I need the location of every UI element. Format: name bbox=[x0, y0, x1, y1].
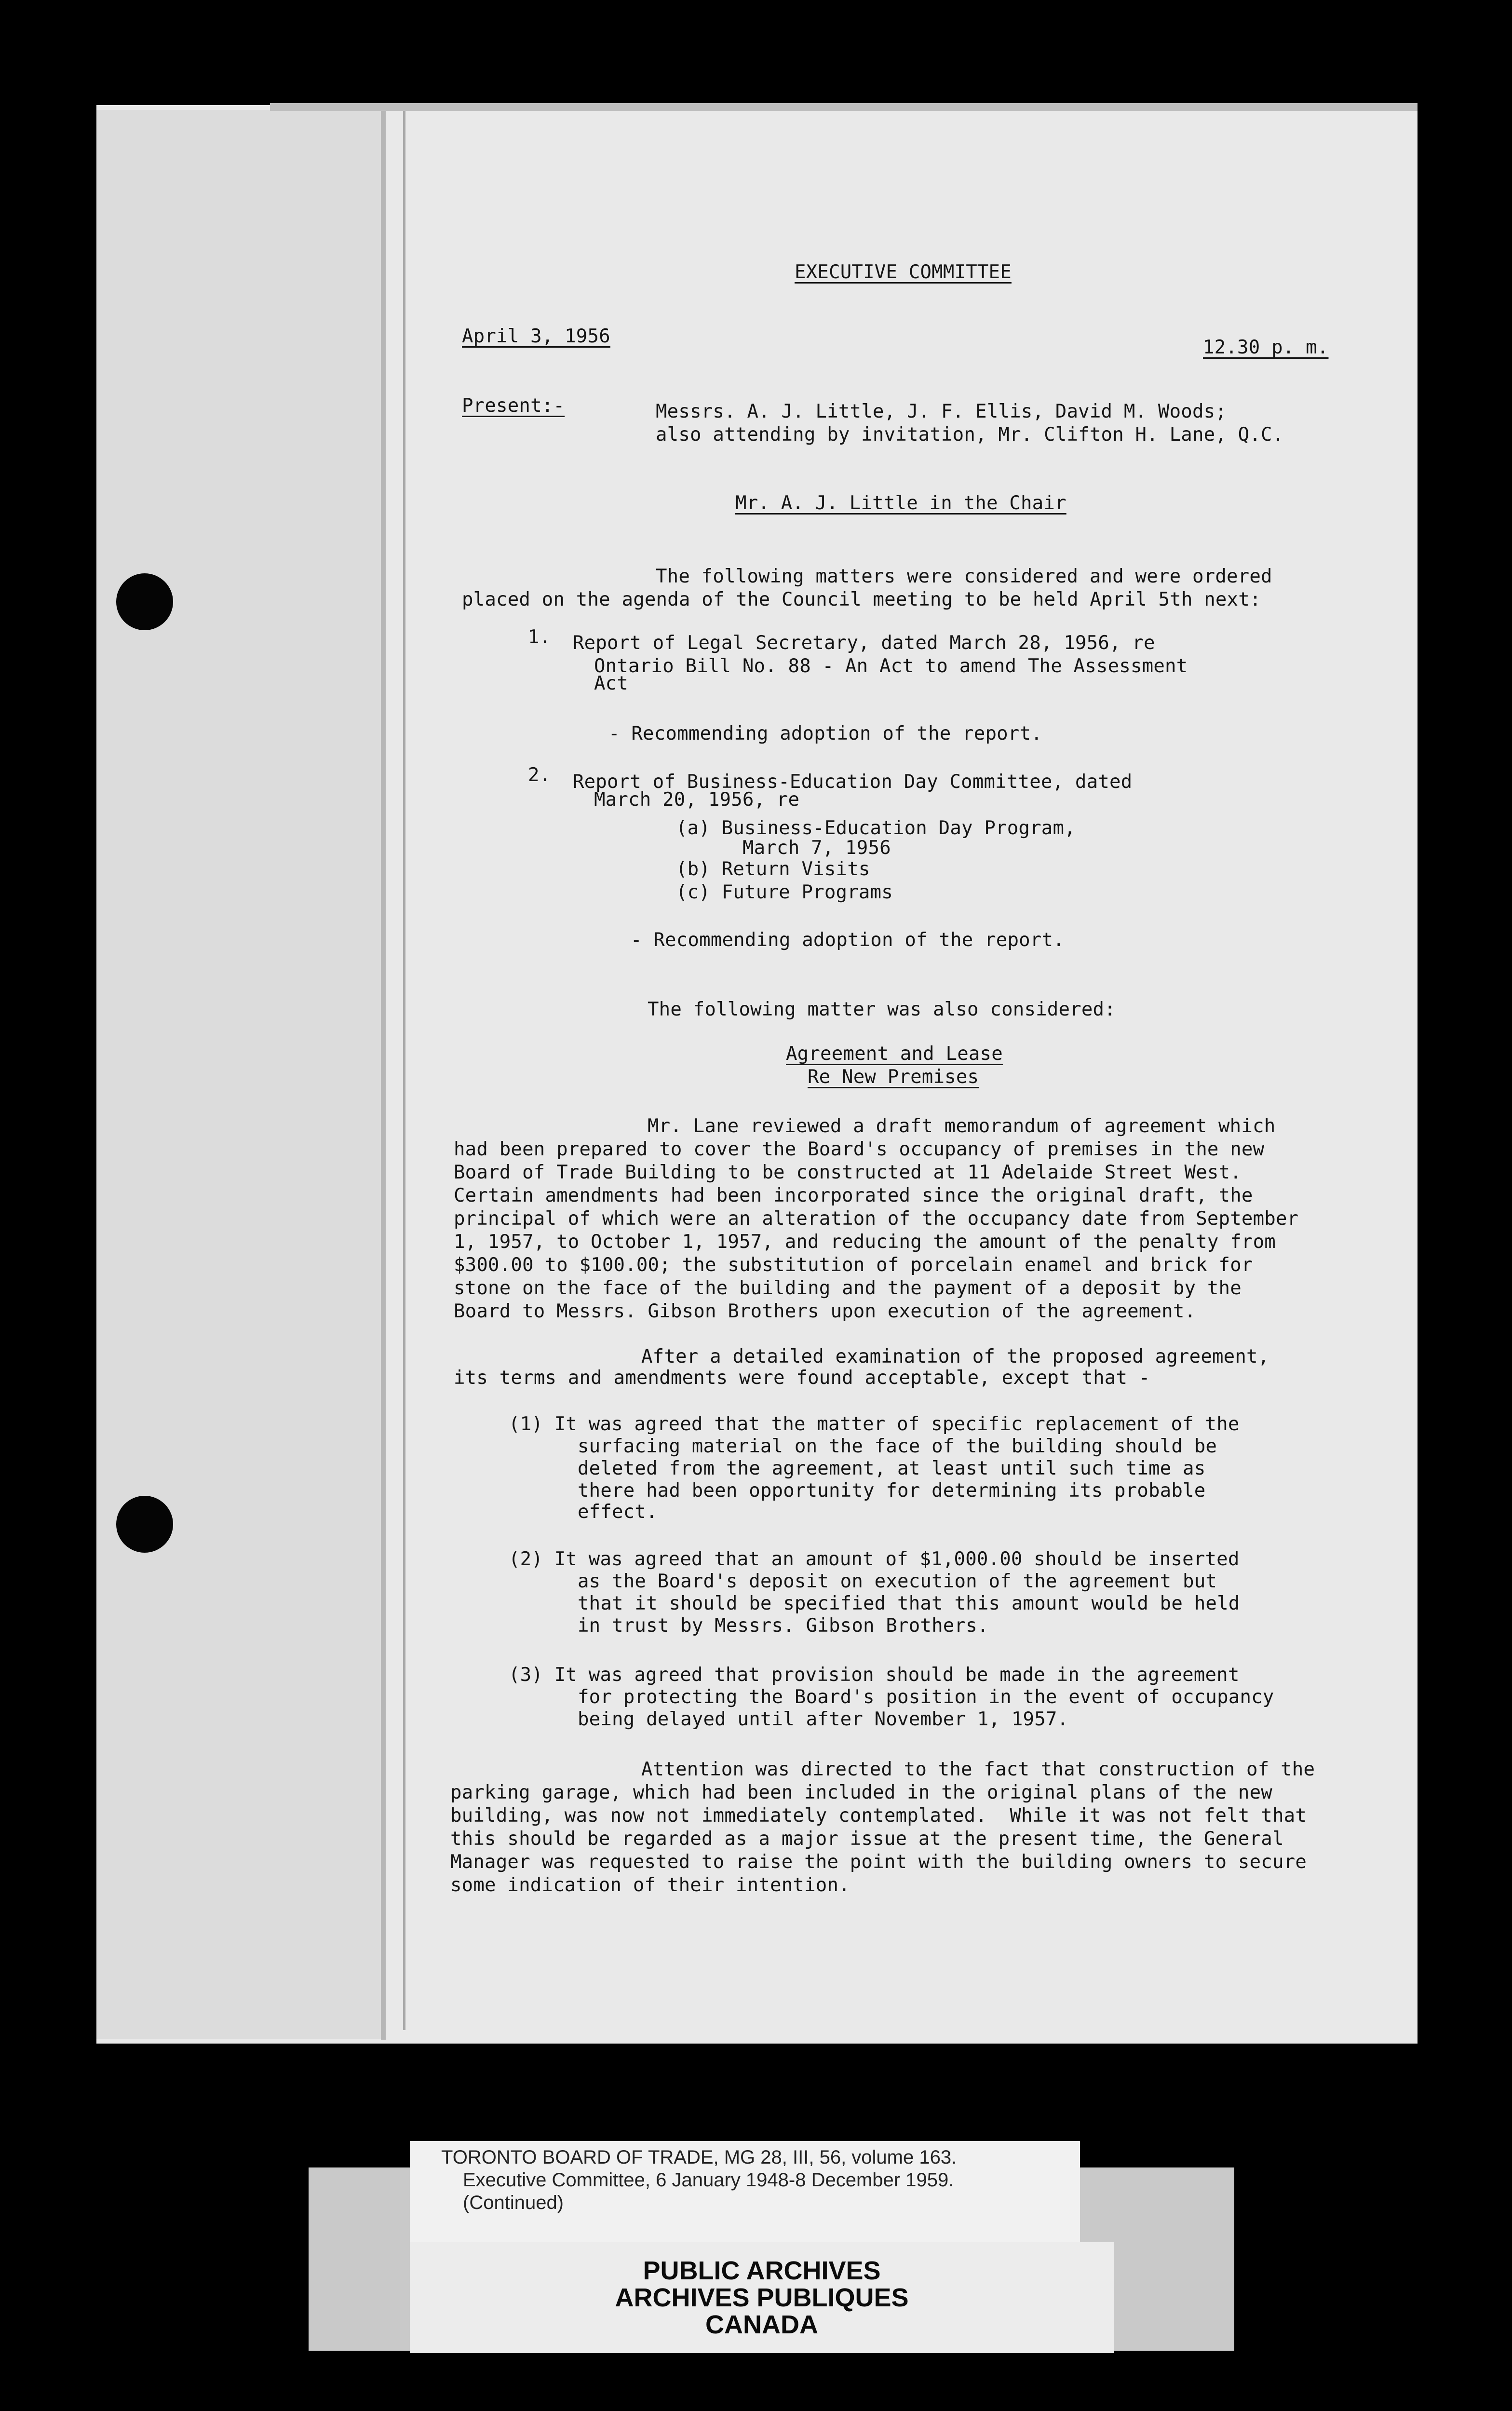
present-label: Present:- bbox=[462, 395, 565, 417]
item-line: Act bbox=[594, 673, 629, 694]
point-line: effect. bbox=[578, 1501, 658, 1523]
present-line: Messrs. A. J. Little, J. F. Ellis, David M. Woods; bbox=[656, 401, 1227, 422]
item-line: Report of Legal Secretary, dated March 28, 1956, re bbox=[573, 632, 1155, 654]
subitem-line: (a) Business-Education Day Program, bbox=[676, 817, 1076, 839]
point-line: there had been opportunity for determining its probable bbox=[578, 1480, 1206, 1502]
archive-reference-line: (Continued) bbox=[463, 2192, 564, 2213]
paragraph-line: After a detailed examination of the proposed agreement, bbox=[641, 1346, 1269, 1368]
paragraph-line: $300.00 to $100.00; the substitution of porcelain enamel and brick for bbox=[454, 1254, 1253, 1276]
paragraph-line: Mr. Lane reviewed a draft memorandum of agreement which bbox=[648, 1115, 1276, 1137]
point-line: in trust by Messrs. Gibson Brothers. bbox=[578, 1615, 989, 1637]
point-line: being delayed until after November 1, 1957. bbox=[578, 1708, 1069, 1730]
paragraph-line: Board of Trade Building to be constructed at 11 Adelaide Street West. bbox=[454, 1162, 1242, 1183]
item-recommendation: - Recommending adoption of the report. bbox=[631, 929, 1065, 951]
present-line: also attending by invitation, Mr. Clifton H. Lane, Q.C. bbox=[656, 424, 1284, 446]
point-line: for protecting the Board's position in the event of occupancy bbox=[578, 1686, 1274, 1708]
paragraph-line: Board to Messrs. Gibson Brothers upon execution of the agreement. bbox=[454, 1300, 1196, 1322]
paragraph-line: stone on the face of the building and the payment of a deposit by the bbox=[454, 1277, 1242, 1299]
paragraph-line: its terms and amendments were found acceptable, except that - bbox=[454, 1367, 1150, 1389]
page-top-edge bbox=[270, 103, 1418, 111]
archive-stamp-line: CANADA bbox=[705, 2310, 818, 2339]
paragraph-line: building, was now not immediately contemplated. While it was not felt that bbox=[450, 1805, 1307, 1827]
punch-hole-bottom bbox=[116, 1496, 173, 1553]
archive-reference-line: Executive Committee, 6 January 1948-8 December 1959. bbox=[463, 2169, 954, 2191]
point-line: that it should be specified that this amount would be held bbox=[578, 1593, 1240, 1614]
section-subtitle: Re New Premises bbox=[808, 1066, 979, 1088]
item-recommendation: - Recommending adoption of the report. bbox=[608, 723, 1042, 745]
item-number: 2. bbox=[528, 764, 551, 786]
page-fold-line-inner bbox=[403, 111, 405, 2030]
punch-hole-top bbox=[116, 573, 173, 630]
archive-stamp-line: ARCHIVES PUBLIQUES bbox=[615, 2283, 909, 2312]
item-line: Ontario Bill No. 88 - An Act to amend The Assessment bbox=[594, 655, 1188, 677]
point-line: deleted from the agreement, at least until such time as bbox=[578, 1458, 1206, 1479]
point-line: (1) It was agreed that the matter of specific replacement of the bbox=[509, 1413, 1240, 1435]
intro-line: placed on the agenda of the Council meeting to be held April 5th next: bbox=[462, 589, 1261, 610]
point-line: surfacing material on the face of the building should be bbox=[578, 1436, 1217, 1457]
paragraph-line: this should be regarded as a major issue at the present time, the General bbox=[450, 1828, 1284, 1850]
page-fold-line bbox=[381, 111, 386, 2040]
item-line: March 20, 1956, re bbox=[594, 789, 800, 811]
subitem-line: (c) Future Programs bbox=[676, 881, 893, 903]
meeting-time: 12.30 p. m. bbox=[1203, 337, 1329, 358]
subitem-line: March 7, 1956 bbox=[742, 837, 891, 859]
paragraph-line: Manager was requested to raise the point with the building owners to secure bbox=[450, 1851, 1307, 1873]
point-line: (3) It was agreed that provision should be made in the agreement bbox=[509, 1664, 1240, 1686]
section-title: Agreement and Lease bbox=[786, 1043, 1003, 1065]
point-line: (2) It was agreed that an amount of $1,000.00 should be inserted bbox=[509, 1548, 1240, 1570]
subitem-line: (b) Return Visits bbox=[676, 858, 870, 880]
item-line: Report of Business-Education Day Committee, dated bbox=[573, 771, 1133, 793]
also-considered-line: The following matter was also considered: bbox=[648, 999, 1116, 1020]
archive-reference-line: TORONTO BOARD OF TRADE, MG 28, III, 56, volume 163. bbox=[441, 2147, 957, 2168]
paragraph-line: Certain amendments had been incorporated since the original draft, the bbox=[454, 1185, 1253, 1206]
page-margin-strip bbox=[96, 110, 386, 2039]
archive-stamp-line: PUBLIC ARCHIVES bbox=[643, 2256, 881, 2285]
paragraph-line: principal of which were an alteration of the occupancy date from September bbox=[454, 1208, 1299, 1230]
point-line: as the Board's deposit on execution of the agreement but bbox=[578, 1571, 1217, 1592]
item-number: 1. bbox=[528, 626, 551, 648]
paragraph-line: Attention was directed to the fact that construction of the bbox=[641, 1759, 1315, 1780]
paragraph-line: had been prepared to cover the Board's occupancy of premises in the new bbox=[454, 1138, 1265, 1160]
chair-statement: Mr. A. J. Little in the Chair bbox=[735, 492, 1066, 514]
paragraph-line: some indication of their intention. bbox=[450, 1874, 850, 1896]
meeting-date: April 3, 1956 bbox=[462, 325, 610, 347]
paragraph-line: parking garage, which had been included in the original plans of the new bbox=[450, 1782, 1272, 1803]
intro-line: The following matters were considered and were ordered bbox=[656, 566, 1272, 587]
document-heading: EXECUTIVE COMMITTEE bbox=[795, 261, 1012, 283]
paragraph-line: 1, 1957, to October 1, 1957, and reducing the amount of the penalty from bbox=[454, 1231, 1276, 1253]
